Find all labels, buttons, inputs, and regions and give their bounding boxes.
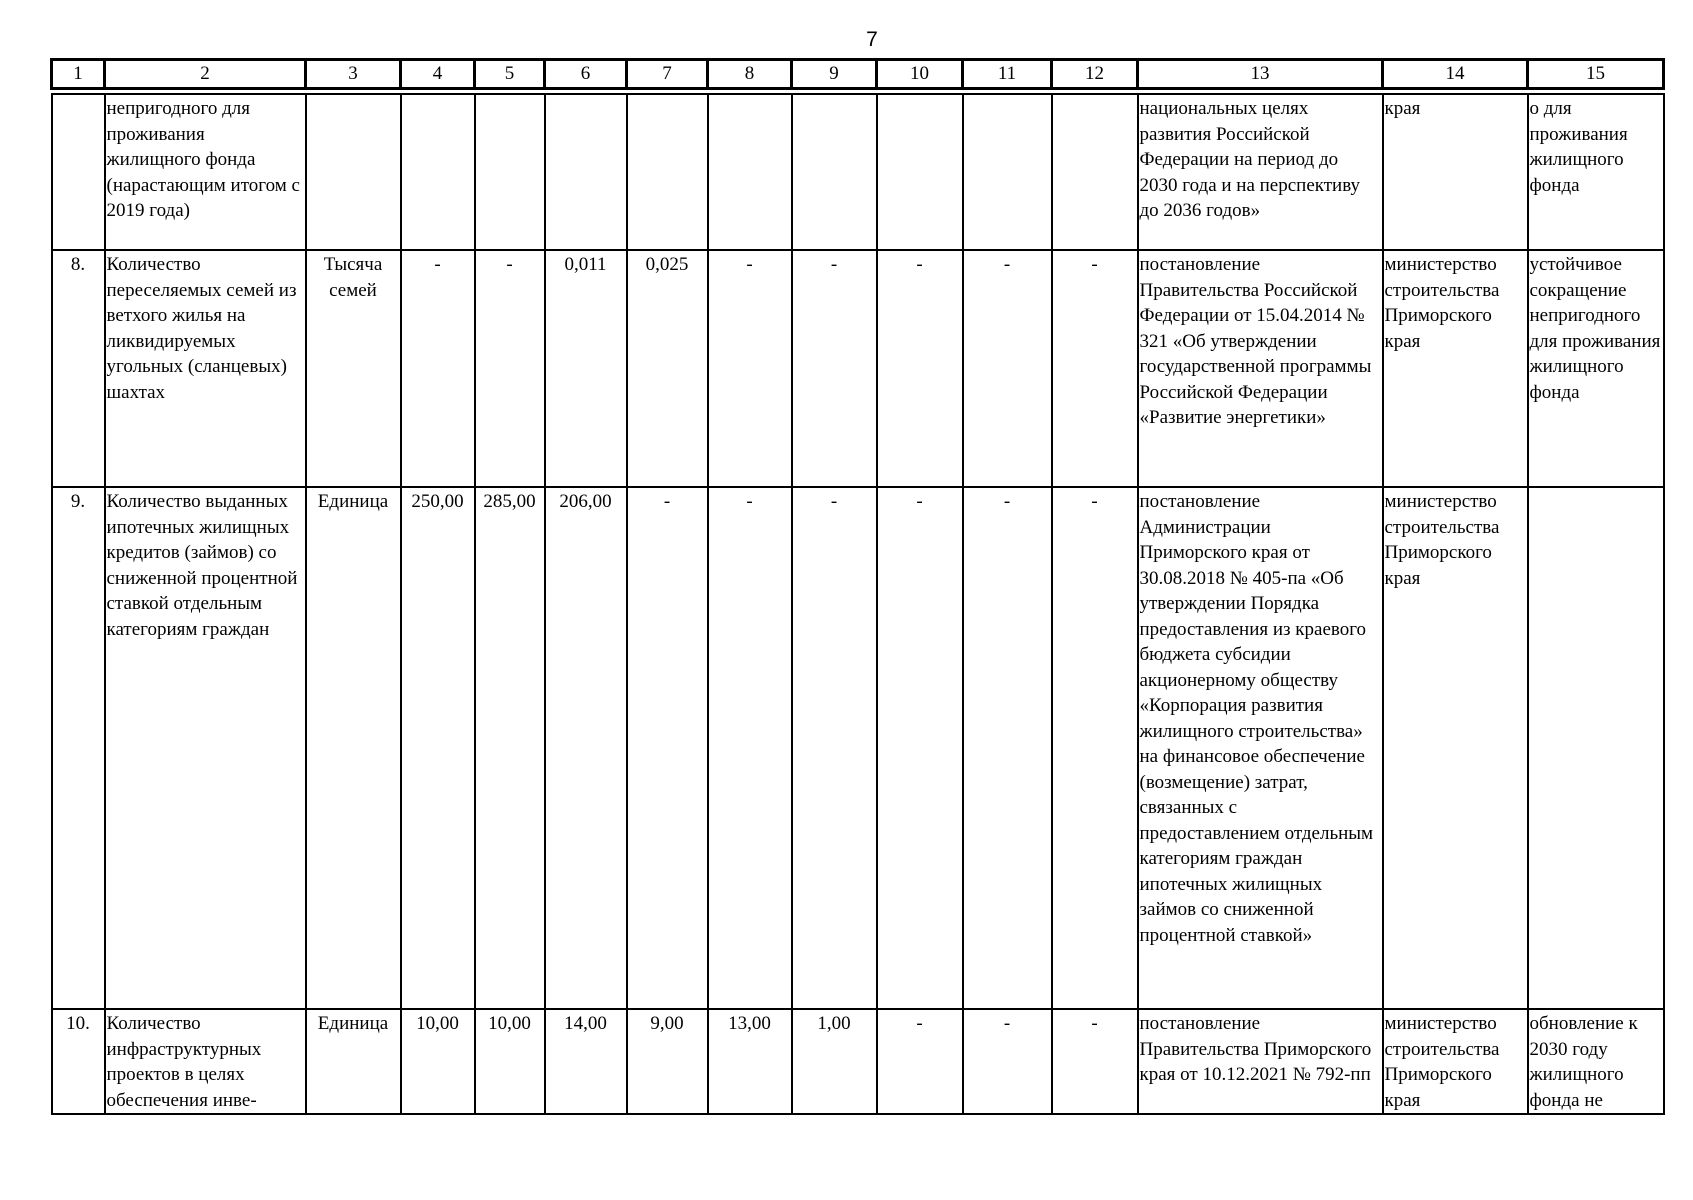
regulatory-document: постановление Администрации Приморского края от 30.08.2018 № 405-па «Об утверждении Порядка предоставления из краевого бюджета субсидии акционерному обществу «Корпорация развития жилищного строительства» на финансовое обеспечение (возмещение) затрат, связанных с предоставлением отдельным категориям граждан ипотечных жилищных займов со сниженной процентной ставкой» bbox=[1138, 487, 1383, 1009]
value-cell: - bbox=[627, 487, 708, 1009]
value-cell bbox=[708, 94, 792, 250]
value-cell: 250,00 bbox=[401, 487, 475, 1009]
value-cell: 9,00 bbox=[627, 1009, 708, 1114]
value-cell: - bbox=[401, 250, 475, 487]
column-number: 5 bbox=[475, 60, 545, 89]
column-number: 7 bbox=[627, 60, 708, 89]
column-number-row bbox=[52, 60, 1664, 89]
column-number: 11 bbox=[963, 60, 1052, 89]
column-number: 6 bbox=[545, 60, 627, 89]
value-cell: - bbox=[1052, 487, 1138, 1009]
national-goal: устойчивое сокращение непригодного для проживания жилищного фонда bbox=[1528, 250, 1664, 487]
column-number: 9 bbox=[792, 60, 877, 89]
value-cell: - bbox=[1052, 250, 1138, 487]
column-number: 10 bbox=[877, 60, 963, 89]
table-row bbox=[52, 1009, 1664, 1114]
value-cell bbox=[877, 94, 963, 250]
responsible-body: края bbox=[1383, 94, 1528, 250]
column-number: 14 bbox=[1383, 60, 1528, 89]
regulatory-document: постановление Правительства Приморского края от 10.12.2021 № 792-пп bbox=[1138, 1009, 1383, 1114]
column-number: 4 bbox=[401, 60, 475, 89]
national-goal: о для проживания жилищного фонда bbox=[1528, 94, 1664, 250]
unit: Единица bbox=[306, 487, 401, 1009]
value-cell: - bbox=[792, 250, 877, 487]
column-number: 12 bbox=[1052, 60, 1138, 89]
value-cell: - bbox=[963, 250, 1052, 487]
value-cell bbox=[627, 94, 708, 250]
value-cell bbox=[963, 94, 1052, 250]
column-number: 1 bbox=[52, 60, 105, 89]
responsible-body: министерство строительства Приморского края bbox=[1383, 1009, 1528, 1114]
national-goal: обновление к 2030 году жилищного фонда не bbox=[1528, 1009, 1664, 1114]
value-cell: - bbox=[963, 1009, 1052, 1114]
value-cell: 10,00 bbox=[475, 1009, 545, 1114]
row-number bbox=[52, 94, 105, 250]
value-cell bbox=[475, 94, 545, 250]
value-cell: - bbox=[877, 250, 963, 487]
value-cell: 10,00 bbox=[401, 1009, 475, 1114]
unit: Тысяча семей bbox=[306, 250, 401, 487]
value-cell: 0,011 bbox=[545, 250, 627, 487]
value-cell: 13,00 bbox=[708, 1009, 792, 1114]
row-number: 9. bbox=[52, 487, 105, 1009]
value-cell bbox=[545, 94, 627, 250]
value-cell bbox=[401, 94, 475, 250]
row-number: 8. bbox=[52, 250, 105, 487]
column-number: 15 bbox=[1528, 60, 1664, 89]
row-number: 10. bbox=[52, 1009, 105, 1114]
value-cell: - bbox=[1052, 1009, 1138, 1114]
value-cell bbox=[792, 94, 877, 250]
column-number: 8 bbox=[708, 60, 792, 89]
column-number: 2 bbox=[105, 60, 306, 89]
unit bbox=[306, 94, 401, 250]
value-cell: 206,00 bbox=[545, 487, 627, 1009]
value-cell: 0,025 bbox=[627, 250, 708, 487]
indicator-name: Количество выданных ипотечных жилищных кредитов (займов) со сниженной процентной ставкой отдельным категориям граждан bbox=[105, 487, 306, 1009]
value-cell: 14,00 bbox=[545, 1009, 627, 1114]
page-number: 7 bbox=[866, 28, 878, 51]
indicator-name: непригодного для проживания жилищного фонда (нарастающим итогом с 2019 года) bbox=[105, 94, 306, 250]
regulatory-document: национальных целях развития Российской Федерации на период до 2030 года и на перспективу до 2036 годов» bbox=[1138, 94, 1383, 250]
value-cell bbox=[1052, 94, 1138, 250]
value-cell: 285,00 bbox=[475, 487, 545, 1009]
value-cell: - bbox=[708, 487, 792, 1009]
table-row bbox=[52, 487, 1664, 1009]
regulatory-document: постановление Правительства Российской Федерации от 15.04.2014 № 321 «Об утверждении государственной программы Российской Федерации «Развитие энергетики» bbox=[1138, 250, 1383, 487]
indicator-name: Количество переселяемых семей из ветхого жилья на ликвидируемых угольных (сланцевых) шахтах bbox=[105, 250, 306, 487]
responsible-body: министерство строительства Приморского края bbox=[1383, 487, 1528, 1009]
value-cell: - bbox=[708, 250, 792, 487]
column-number: 13 bbox=[1138, 60, 1383, 89]
value-cell: - bbox=[877, 487, 963, 1009]
value-cell: - bbox=[792, 487, 877, 1009]
value-cell: - bbox=[963, 487, 1052, 1009]
value-cell: 1,00 bbox=[792, 1009, 877, 1114]
value-cell: - bbox=[877, 1009, 963, 1114]
value-cell: - bbox=[475, 250, 545, 487]
indicator-name: Количество инфраструктурных проектов в целях обеспечения инве- bbox=[105, 1009, 306, 1114]
unit: Единица bbox=[306, 1009, 401, 1114]
responsible-body: министерство строительства Приморского края bbox=[1383, 250, 1528, 487]
column-number: 3 bbox=[306, 60, 401, 89]
indicators-table bbox=[50, 58, 1665, 1115]
table-row bbox=[52, 94, 1664, 250]
national-goal bbox=[1528, 487, 1664, 1009]
table-row bbox=[52, 250, 1664, 487]
